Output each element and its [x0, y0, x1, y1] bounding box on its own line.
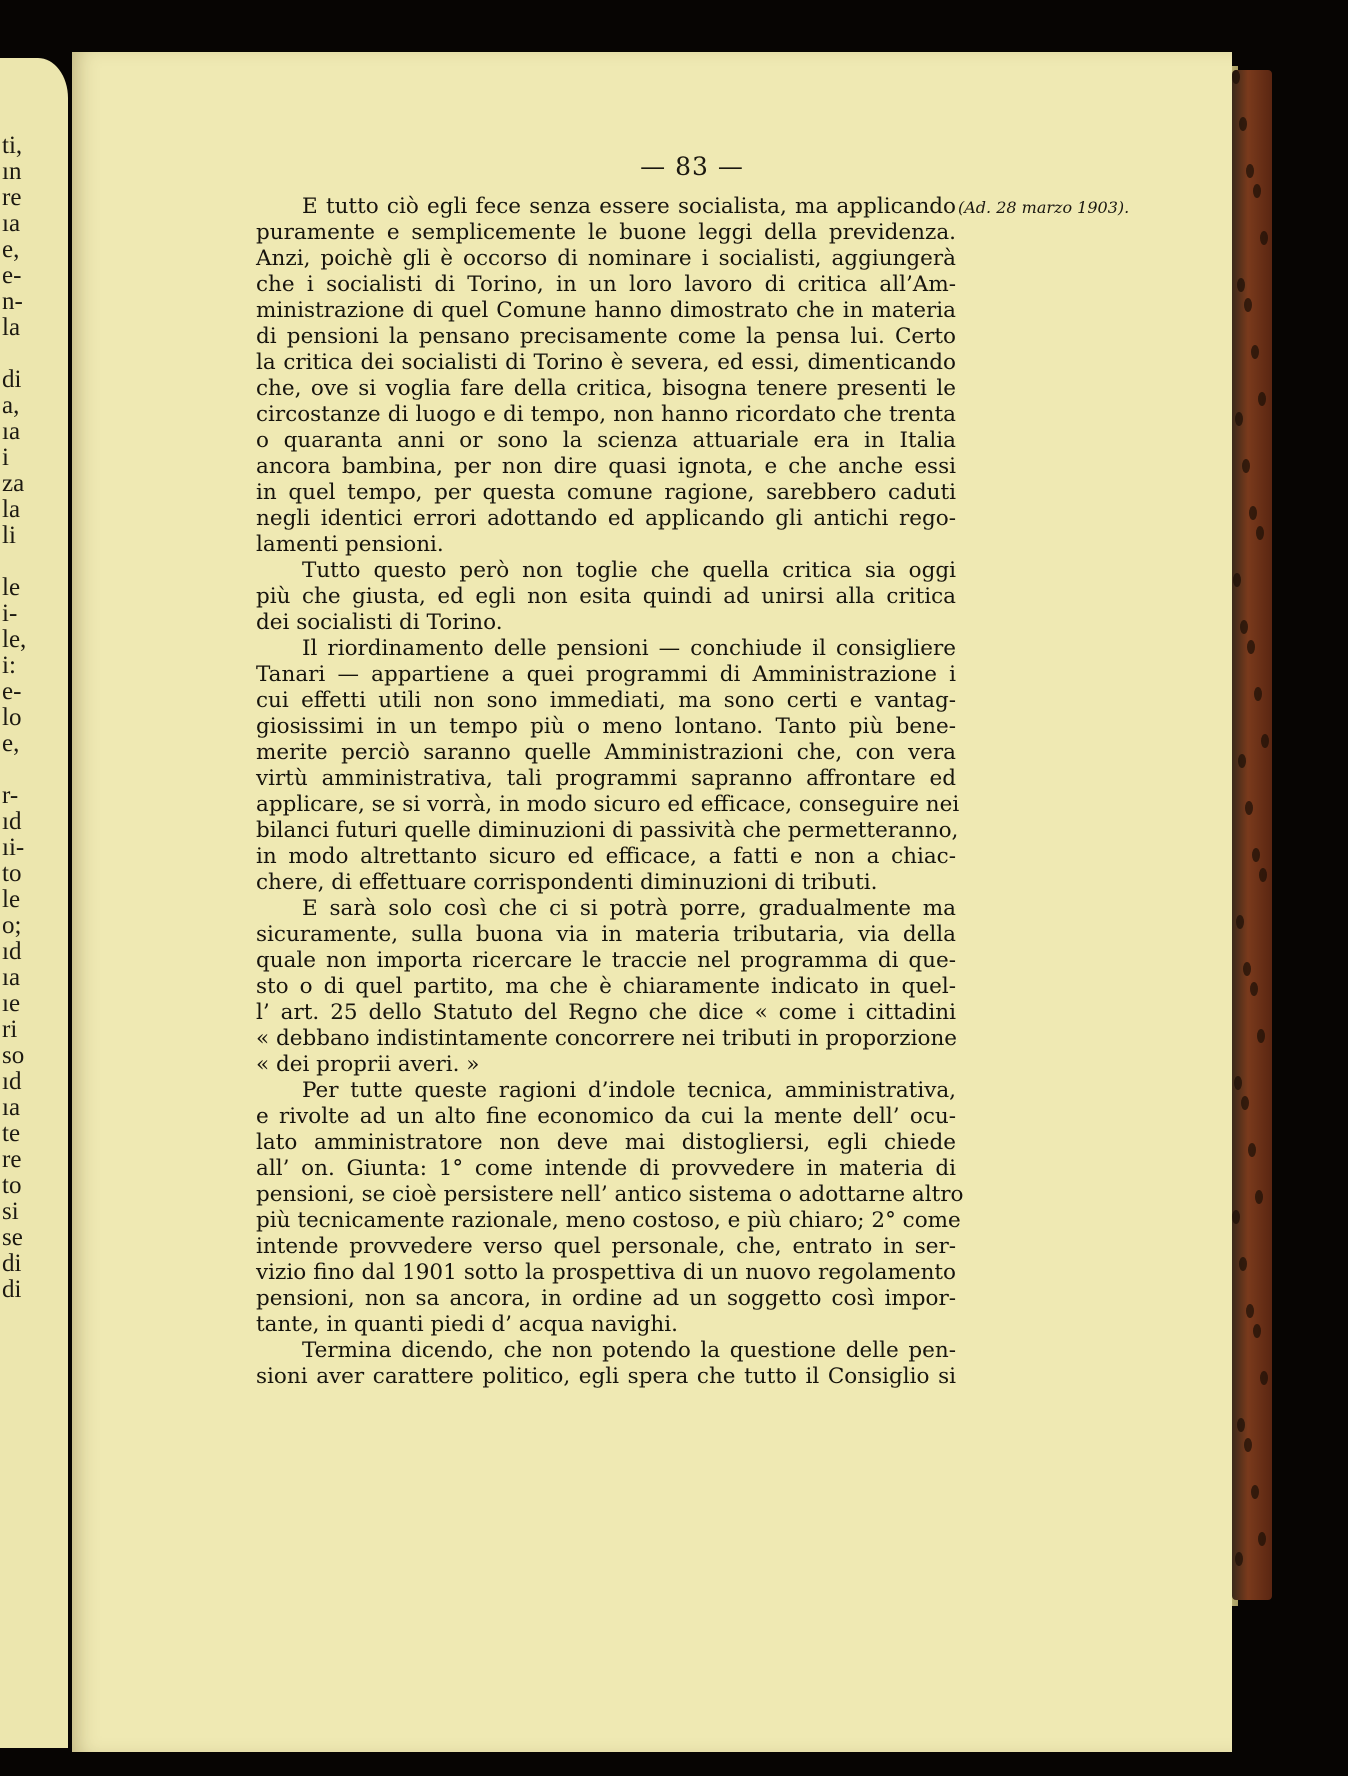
left-page-fragment: ri: [2, 1016, 18, 1043]
text-line: Tanari — appartiene a quei programmi di Amministrazione i: [256, 662, 956, 687]
text-line: che i socialisti di Torino, in un loro lavoro di critica all’Am-: [256, 272, 956, 297]
left-page-fragment: te: [2, 1120, 21, 1147]
edge-speck: [1258, 392, 1266, 406]
text-line: chere, di effettuare corrispondenti diminuzioni di tributi.: [256, 870, 878, 895]
text-line: più che giusta, ed egli non esita quindi ad unirsi alla critica: [256, 584, 956, 609]
edge-speck: [1251, 1485, 1259, 1499]
left-page-fragment: i-: [2, 600, 18, 627]
left-page-fragment: e,: [2, 236, 20, 263]
text-line: circostanze di luogo e di tempo, non hanno ricordato che trenta: [256, 402, 956, 427]
text-line: Termina dicendo, che non potendo la questione delle pen-: [302, 1338, 956, 1363]
text-line: tante, in quanti piedi d’ acqua navighi.: [256, 1312, 678, 1337]
left-page-fragment: n-: [2, 288, 23, 315]
left-page-fragment: r-: [2, 782, 19, 809]
edge-speck: [1239, 1257, 1247, 1271]
left-page-fragment: to: [2, 1172, 22, 1199]
left-page-fragment: re: [2, 184, 22, 211]
left-page-fragment: si: [2, 1198, 19, 1225]
text-line: giosissimi in un tempo più o meno lontano. Tanto più bene-: [256, 714, 956, 739]
left-page-fragment: ıd: [2, 808, 22, 835]
edge-speck: [1242, 459, 1250, 473]
edge-speck: [1260, 1371, 1268, 1385]
left-page-fragment: so: [2, 1042, 25, 1069]
edge-speck: [1245, 801, 1253, 815]
edge-speck: [1244, 1438, 1252, 1452]
left-page-fragment: a,: [2, 392, 20, 419]
text-line: intende provvedere verso quel personale, che, entrato in ser-: [256, 1234, 956, 1259]
text-line: lato amministratore non deve mai distogliersi, egli chiede: [256, 1130, 956, 1155]
text-line: E tutto ciò egli fece senza essere socialista, ma applicando: [302, 194, 956, 219]
left-page-fragment: za: [2, 470, 25, 497]
edge-speck: [1249, 506, 1257, 520]
text-line: ancora bambina, per non dire quasi ignota, e che anche essi: [256, 454, 956, 479]
text-line: Il riordinamento delle pensioni — conchiude il consigliere: [302, 636, 956, 661]
edge-speck: [1257, 1029, 1265, 1043]
left-page-fragment: e-: [2, 262, 22, 289]
left-page-fragment: le,: [2, 626, 27, 653]
text-line: o quaranta anni or sono la scienza attuariale era in Italia: [256, 428, 956, 453]
text-line: virtù amministrativa, tali programmi sapranno affrontare ed: [256, 766, 956, 791]
left-page-fragment: di: [2, 1250, 22, 1277]
edge-speck: [1253, 184, 1261, 198]
text-line: negli identici errori adottando ed applicando gli antichi rego-: [256, 506, 956, 531]
edge-speck: [1241, 1096, 1249, 1110]
page: [72, 52, 1232, 1752]
left-page-fragment: ıa: [2, 418, 21, 445]
left-page-fragment: i:: [2, 652, 16, 679]
edge-speck: [1254, 687, 1262, 701]
margin-note: (Ad. 28 marzo 1903).: [958, 198, 1130, 217]
edge-speck: [1235, 412, 1243, 426]
text-line: all’ on. Giunta: 1° come intende di provvedere in materia di: [256, 1156, 956, 1181]
left-page: [0, 58, 68, 1748]
text-line: ministrazione di quel Comune hanno dimostrato che in materia: [256, 298, 956, 323]
text-line: la critica dei socialisti di Torino è severa, ed essi, dimenticando: [256, 350, 956, 375]
text-line: lamenti pensioni.: [256, 532, 444, 557]
left-page-fragment: ın: [2, 158, 22, 185]
left-page-fragment: di: [2, 1276, 22, 1303]
edge-speck: [1248, 1143, 1256, 1157]
left-page-fragment: o;: [2, 912, 22, 939]
left-page-fragment: e,: [2, 730, 20, 757]
text-line: « debbano indistintamente concorrere nei tributi in proporzione: [256, 1026, 958, 1051]
text-line: cui effetti utili non sono immediati, ma sono certi e vantag-: [256, 688, 956, 713]
edge-speck: [1250, 982, 1258, 996]
text-line: e rivolte ad un alto fine economico da cui la mente dell’ ocu-: [256, 1104, 956, 1129]
left-page-fragment: e-: [2, 678, 22, 705]
edge-speck: [1238, 754, 1246, 768]
text-line: in quel tempo, per questa comune ragione, sarebbero caduti: [256, 480, 956, 505]
text-line: puramente e semplicemente le buone leggi della previdenza.: [256, 220, 956, 245]
left-page-fragment: lo: [2, 704, 22, 731]
text-line: di pensioni la pensano precisamente come la pensa lui. Certo: [256, 324, 956, 349]
left-page-fragment: se: [2, 1224, 23, 1251]
edge-speck: [1246, 164, 1254, 178]
edge-speck: [1251, 345, 1259, 359]
text-line: pensioni, se cioè persistere nell’ antico sistema o adottarne altro: [256, 1182, 964, 1207]
text-line: pensioni, non sa ancora, in ordine ad un soggetto così impor-: [256, 1286, 956, 1311]
text-line: sioni aver carattere politico, egli spera che tutto il Consiglio si: [256, 1364, 956, 1389]
edge-speck: [1234, 1076, 1242, 1090]
text-line: sicuramente, sulla buona via in materia tributaria, via della: [256, 922, 956, 947]
text-line: sto o di quel partito, ma che è chiaramente indicato in quel-: [256, 974, 956, 999]
left-page-fragment: ıe: [2, 990, 21, 1017]
left-page-fragment: le: [2, 574, 21, 601]
edge-speck: [1237, 278, 1245, 292]
left-page-fragment: ıi-: [2, 834, 25, 861]
left-page-fragment: ıa: [2, 210, 21, 237]
left-page-fragment: ıd: [2, 1068, 22, 1095]
left-page-fragment: la: [2, 496, 21, 523]
left-page-fragment: ti,: [2, 132, 23, 159]
edge-speck: [1243, 962, 1251, 976]
left-page-fragment: i: [2, 444, 9, 471]
left-page-fragment: ıa: [2, 1094, 21, 1121]
left-page-fragment: ıa: [2, 964, 21, 991]
edge-speck: [1261, 734, 1269, 748]
edge-speck: [1240, 620, 1248, 634]
book-edge: [1232, 70, 1272, 1600]
left-page-fragment: re: [2, 1146, 22, 1173]
left-page-fragment: ıd: [2, 938, 22, 965]
text-line: più tecnicamente razionale, meno costoso, e più chiaro; 2° come: [256, 1208, 961, 1233]
body-text: [256, 194, 964, 1390]
page-number: — 83 —: [640, 152, 744, 181]
left-page-fragment: li: [2, 522, 16, 549]
edge-speck: [1235, 1552, 1243, 1566]
edge-speck: [1236, 915, 1244, 929]
text-line: Tutto questo però non toglie che quella critica sia oggi: [302, 558, 956, 583]
edge-speck: [1256, 526, 1264, 540]
edge-speck: [1244, 298, 1252, 312]
edge-speck: [1259, 868, 1267, 882]
edge-speck: [1260, 231, 1268, 245]
text-line: applicare, se si vorrà, in modo sicuro ed efficace, conseguire nei: [256, 792, 960, 817]
edge-speck: [1252, 848, 1260, 862]
edge-speck: [1258, 1532, 1266, 1546]
edge-speck: [1237, 1418, 1245, 1432]
text-line: Anzi, poichè gli è occorso di nominare i socialisti, aggiungerà: [256, 246, 956, 271]
text-line: in modo altrettanto sicuro ed efficace, a fatti e non a chiac-: [256, 844, 956, 869]
left-page-fragment: le: [2, 886, 21, 913]
edge-speck: [1247, 640, 1255, 654]
text-line: vizio fino dal 1901 sotto la prospettiva di un nuovo regolamento: [256, 1260, 956, 1285]
left-page-fragment: di: [2, 366, 22, 393]
edge-speck: [1246, 1304, 1254, 1318]
edge-speck: [1232, 1210, 1240, 1224]
text-line: l’ art. 25 dello Statuto del Regno che dice « come i cittadini: [256, 1000, 956, 1025]
text-line: che, ove si voglia fare della critica, bisogna tenere presenti le: [256, 376, 956, 401]
text-line: E sarà solo così che ci si potrà porre, gradualmente ma: [302, 896, 956, 921]
text-line: dei socialisti di Torino.: [256, 610, 503, 635]
text-line: Per tutte queste ragioni d’indole tecnica, amministrativa,: [302, 1078, 956, 1103]
text-line: merite perciò saranno quelle Amministrazioni che, con vera: [256, 740, 956, 765]
edge-speck: [1239, 117, 1247, 131]
edge-speck: [1232, 70, 1240, 84]
text-line: « dei proprii averi. »: [256, 1052, 480, 1077]
edge-speck: [1253, 1324, 1261, 1338]
text-line: quale non importa ricercare le traccie nel programma di que-: [256, 948, 956, 973]
edge-speck: [1255, 1190, 1263, 1204]
edge-speck: [1233, 573, 1241, 587]
text-line: bilanci futuri quelle diminuzioni di passività che permetteranno,: [256, 818, 959, 843]
left-page-fragment: to: [2, 860, 22, 887]
left-page-fragment: la: [2, 314, 21, 341]
